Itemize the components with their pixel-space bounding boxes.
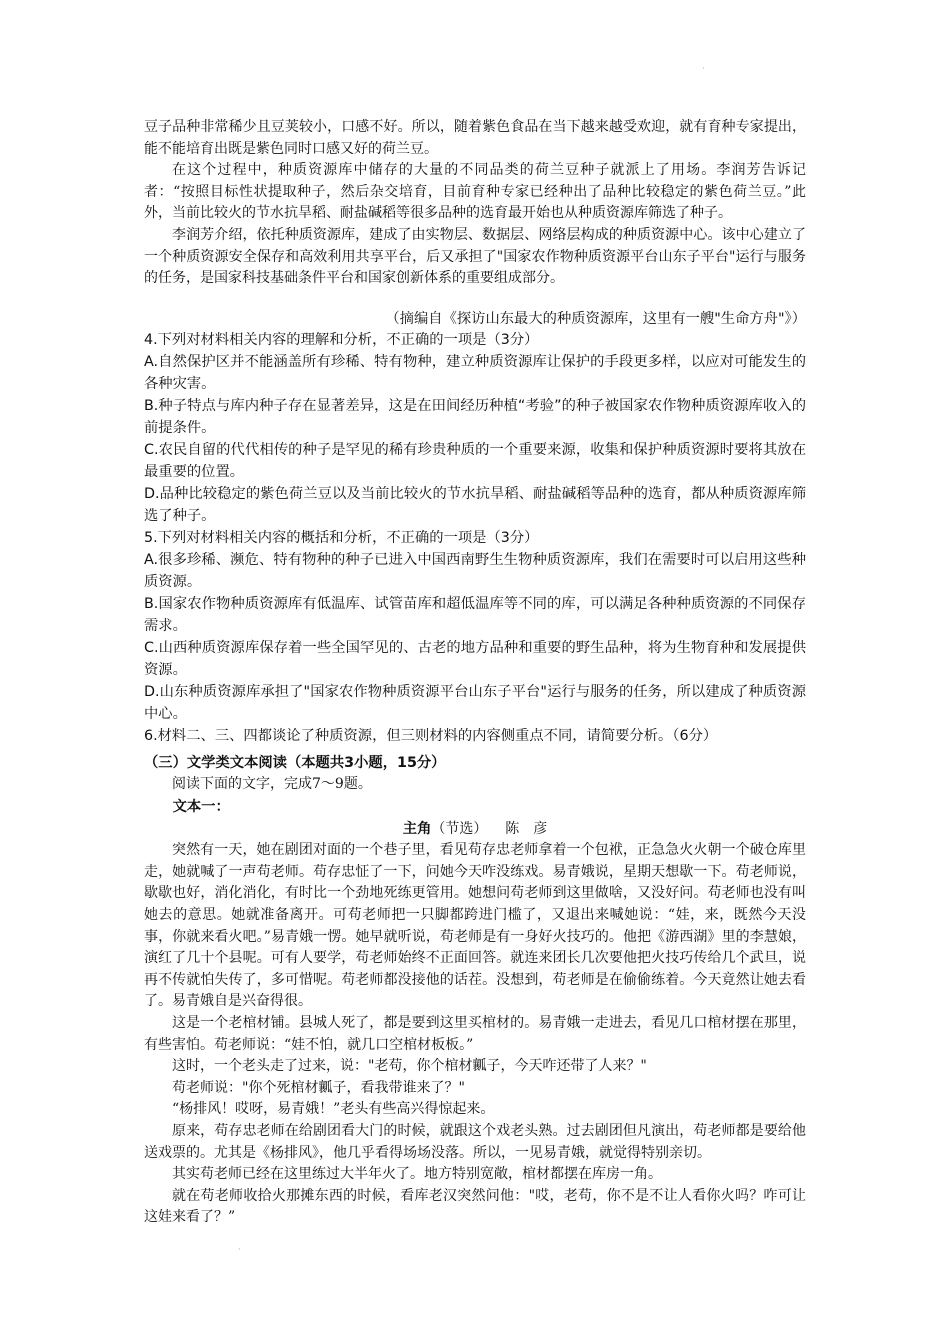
story-title: 主角: [402, 820, 432, 837]
passage-paragraph-3: 李润芳介绍，依托种质资源库，建成了由实物层、数据层、网络层构成的种质资源中心。该中心建立了一个种质资源安全保存和高效利用共享平台，后又承担了"国家农作物种质资源平台山东子平台"运行与服务的任务，是国家科技基础条件平台和国家创新体系的重要组成部分。: [144, 226, 806, 287]
story-title-note: （节选）: [431, 820, 488, 837]
question-4-option-b: B.种子特点与库内种子存在显著差异，这是在田间经历种植“考验”的种子被国家农作物种质资源库收入的前提条件。: [144, 398, 806, 436]
question-5-stem: 5.下列对材料相关内容的概括和分析，不正确的一项是（3分）: [144, 530, 539, 546]
story-paragraph-6: 原来，苟存忠老师在给剧团看大门的时候，就跟这个戏老头熟。过去剧团但凡演出，苟老师都是要给他送戏票的。尤其是《杨排风》，他几乎看得场场没落。所以，一见易青娥，就觉得特别亲切。: [144, 1122, 806, 1161]
question-5-option-b: B.国家农作物种质资源库有低温库、试管苗库和超低温库等不同的库，可以满足各种种质资源的不同保存需求。: [144, 596, 806, 634]
question-4-stem: 4.下列对材料相关内容的理解和分析，不正确的一项是（3分）: [144, 332, 539, 348]
story-paragraph-2: 这是一个老棺材铺。县城人死了，都是要到这里买棺材的。易青娥一走进去，看见几口棺材摆在那里，有些害怕。苟老师说：“娃不怕，就几口空棺材板板。”: [144, 1014, 806, 1053]
question-4-option-a: A.自然保护区并不能涵盖所有珍稀、特有物种，建立种质资源库让保护的手段更多样，以应对可能发生的各种灾害。: [144, 354, 806, 392]
question-4-option-d: D.品种比较稳定的紫色荷兰豆以及当前比较火的节水抗旱稻、耐盐碱稻等品种的选育，都从种质资源库筛选了种子。: [144, 486, 806, 524]
section-3-instruction: 阅读下面的文字，完成7～9题。: [172, 776, 372, 792]
story-author: 陈 彦: [505, 820, 548, 837]
question-6-stem: 6.材料二、三、四都谈论了种质资源，但三则材料的内容侧重点不同，请简要分析。（6分）: [144, 728, 718, 744]
section-3: [144, 752, 806, 1229]
source-note: [144, 308, 806, 330]
section-3-heading: （三）文学类文本阅读（本题共3小题，15分）: [144, 755, 446, 771]
passage-top: [144, 117, 806, 290]
question-5-option-a: A.很多珍稀、濒危、特有物种的种子已进入中国西南野生生物种质资源库，我们在需要时可以启用这些种质资源。: [144, 552, 806, 590]
story-paragraph-8: 就在苟老师收拾火那摊东西的时候，看库老汉突然问他："哎，老苟，你不是不让人看你火吗？咋可让这娃来看了？”: [144, 1187, 806, 1226]
story-paragraph-7: 其实苟老师已经在这里练过大半年火了。地方特别宽敞，棺材都摆在库房一角。: [172, 1166, 662, 1183]
passage-paragraph-2: 在这个过程中，种质资源库中储存的大量的不同品类的荷兰豆种子就派上了用场。李润芳告诉记者：“按照目标性状提取种子，然后杂交培育，目前育种专家已经种出了品种比较稳定的紫色荷兰豆。”此外，当前比较火的节水抗旱稻、耐盐碱稻等很多品种的选育最开始也从种质资源库筛选了种子。: [144, 162, 806, 222]
story-paragraph-3: 这时，一个老头走了过来，说："老苟，你个棺材瓤子，今天咋还带了人来？": [172, 1058, 647, 1075]
passage-paragraph-1: 豆子品种非常稀少且豆荚较小，口感不好。所以，随着紫色食品在当下越来越受欢迎，就有育种专家提出，能不能培育出既是紫色同时口感又好的荷兰豆。: [144, 119, 806, 157]
story-paragraph-1: 突然有一天，她在剧团对面的一个巷子里，看见苟存忠老师拿着一个包袱，正急急火火朝一个破仓库里走，她就喊了一声苟老师。苟存忠怔了一下，问她今天咋没练戏。易青娥说，星期天想歇一下。苟老师说，歇歇也好，消化消化，有时比一个劲地死练更管用。她想问苟老师到这里做啥，又没好问。苟老师也没有叫她去的意思。她就准备离开。可苟老师把一只脚都跨进门槛了，又退出来喊她说：“娃，来，既然今天没事，你就来看火吧。”易青娥一愣。她早就听说，苟老师是有一身好火技巧的。他把《游西湖》里的李慧娘，演红了几十个县呢。可有人要学，苟老师始终不正面回答。就连来团长几次要他把火技巧传给几个武旦，说再不传就怕失传了，多可惜呢。苟老师都没接他的话茬。没想到，苟老师是在偷偷练着。今天竟然让她去看了。易青娥自是兴奋得很。: [144, 842, 806, 1010]
story-paragraph-4: 苟老师说："你个死棺材瓤子，看我带谁来了？": [172, 1079, 465, 1096]
story-title-line: [144, 818, 806, 841]
question-block: [144, 329, 806, 747]
story-paragraph-5: “杨排风！哎呀，易青娥！”老头有些高兴得惊起来。: [172, 1101, 495, 1118]
corner-mark: ·: [702, 64, 705, 73]
text-one-label: 文本一：: [172, 798, 230, 815]
source-citation: （摘编自《探访山东最大的种质资源库，这里有一艘"生命方舟"》）: [385, 311, 806, 327]
question-4-option-c: C.农民自留的代代相传的种子是罕见的稀有珍贵种质的一个重要来源，收集和保护种质资源时要将其放在最重要的位置。: [144, 442, 806, 480]
question-5-option-d: D.山东种质资源库承担了"国家农作物种质资源平台山东子平台"运行与服务的任务，所以建成了种质资源中心。: [144, 684, 806, 722]
question-5-option-c: C.山西种质资源库保存着一些全国罕见的、古老的地方品种和重要的野生品种，将为生物育种和发展提供资源。: [144, 640, 806, 678]
bottom-mark: ·: [238, 1245, 241, 1254]
